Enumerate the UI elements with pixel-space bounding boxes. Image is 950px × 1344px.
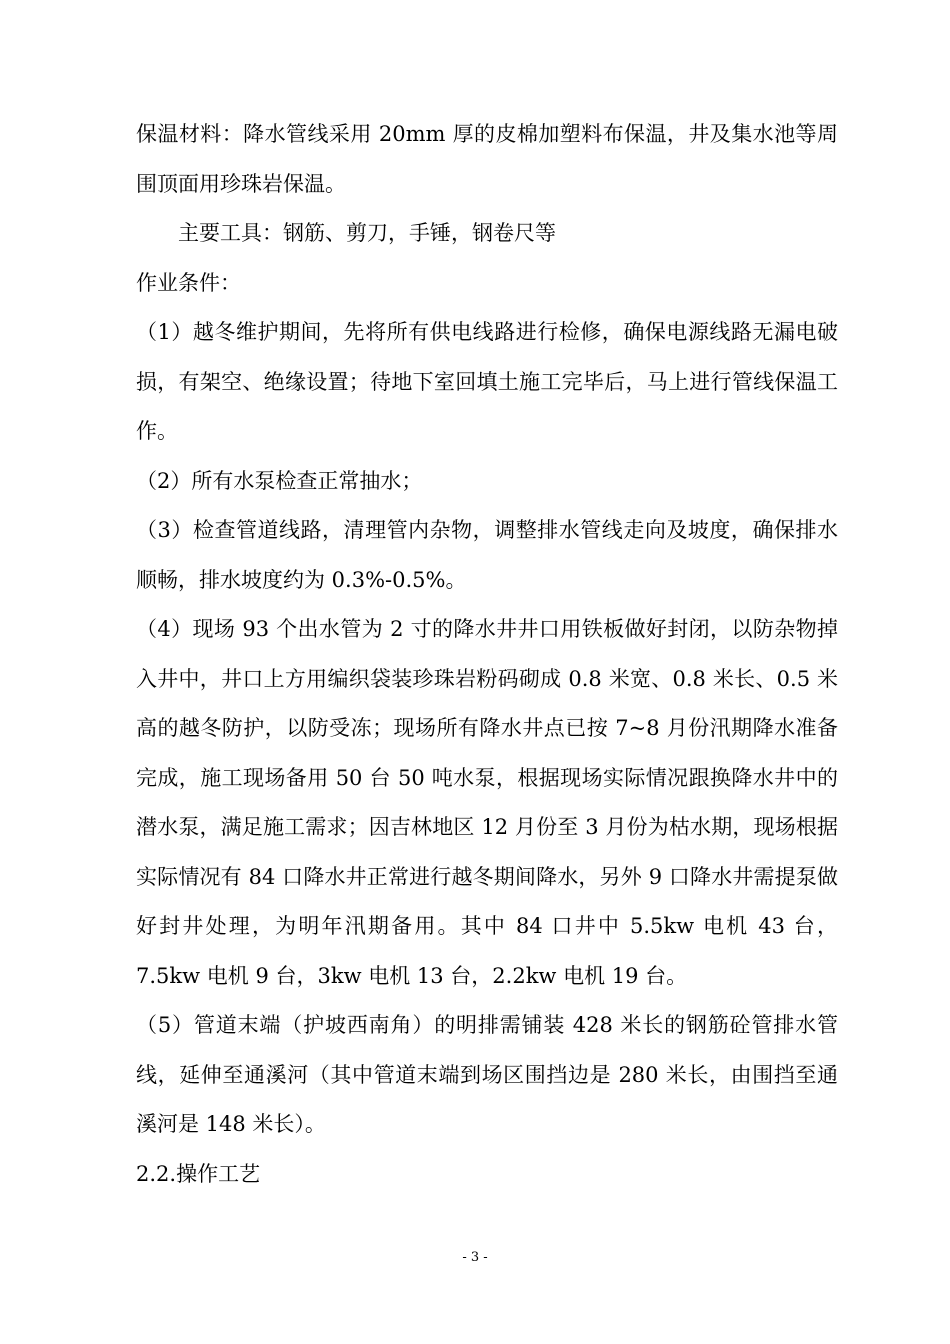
paragraph-condition-5: （5）管道末端（护坡西南角）的明排需铺装 428 米长的钢筋砼管排水管线，延伸至通溪河（其中管道末端到场区围挡边是 280 米长，由围挡至通溪河是 148 米长）。	[136, 1013, 838, 1136]
paragraph-insulation-materials: 保温材料：降水管线采用 20mm 厚的皮棉加塑料布保温，井及集水池等周围顶面用珍珠岩保温。	[136, 122, 838, 196]
paragraph-condition-1: （1）越冬维护期间，先将所有供电线路进行检修，确保电源线路无漏电破损，有架空、绝缘设置；待地下室回填土施工完毕后，马上进行管线保温工作。	[136, 320, 838, 443]
paragraph-main-tools: 主要工具：钢筋、剪刀，手锤，钢卷尺等	[178, 221, 556, 245]
section-heading-operation-process: 2.2.操作工艺	[136, 1161, 261, 1186]
document-body	[136, 110, 838, 1199]
paragraph-condition-2: （2）所有水泵检查正常抽水；	[136, 468, 423, 493]
page-number: - 3 -	[462, 1250, 488, 1265]
paragraph-condition-4: （4）现场 93 个出水管为 2 寸的降水井井口用铁板做好封闭，以防杂物掉入井中，井口上方用编织袋装珍珠岩粉码砌成 0.8 米宽、0.8 米长、0.5 米高的越冬防护，以防受冻；现场所有降水井点已按 7~8 月份汛期降水准备完成，施工现场备用 50 台 50 吨水泵，根据现场实际情况跟换降水井中的潜水泵，满足施工需求；因吉林地区 12 月份至 3 月份为枯水期，现场根据实际情况有 84 口降水井正常进行越冬期间降水，另外 9 口降水井需提泵做好封井处理，为明年汛期备用。其中 84 口井中 5.5kw 电机 43 台，7.5kw 电机 9 台，3kw 电机 13 台，2.2kw 电机 19 台。	[136, 617, 838, 988]
paragraph-condition-3: （3）检查管道线路，清理管内杂物，调整排水管线走向及坡度，确保排水顺畅，排水坡度约为 0.3%-0.5%。	[136, 518, 838, 592]
paragraph-work-conditions-heading: 作业条件：	[136, 270, 241, 295]
